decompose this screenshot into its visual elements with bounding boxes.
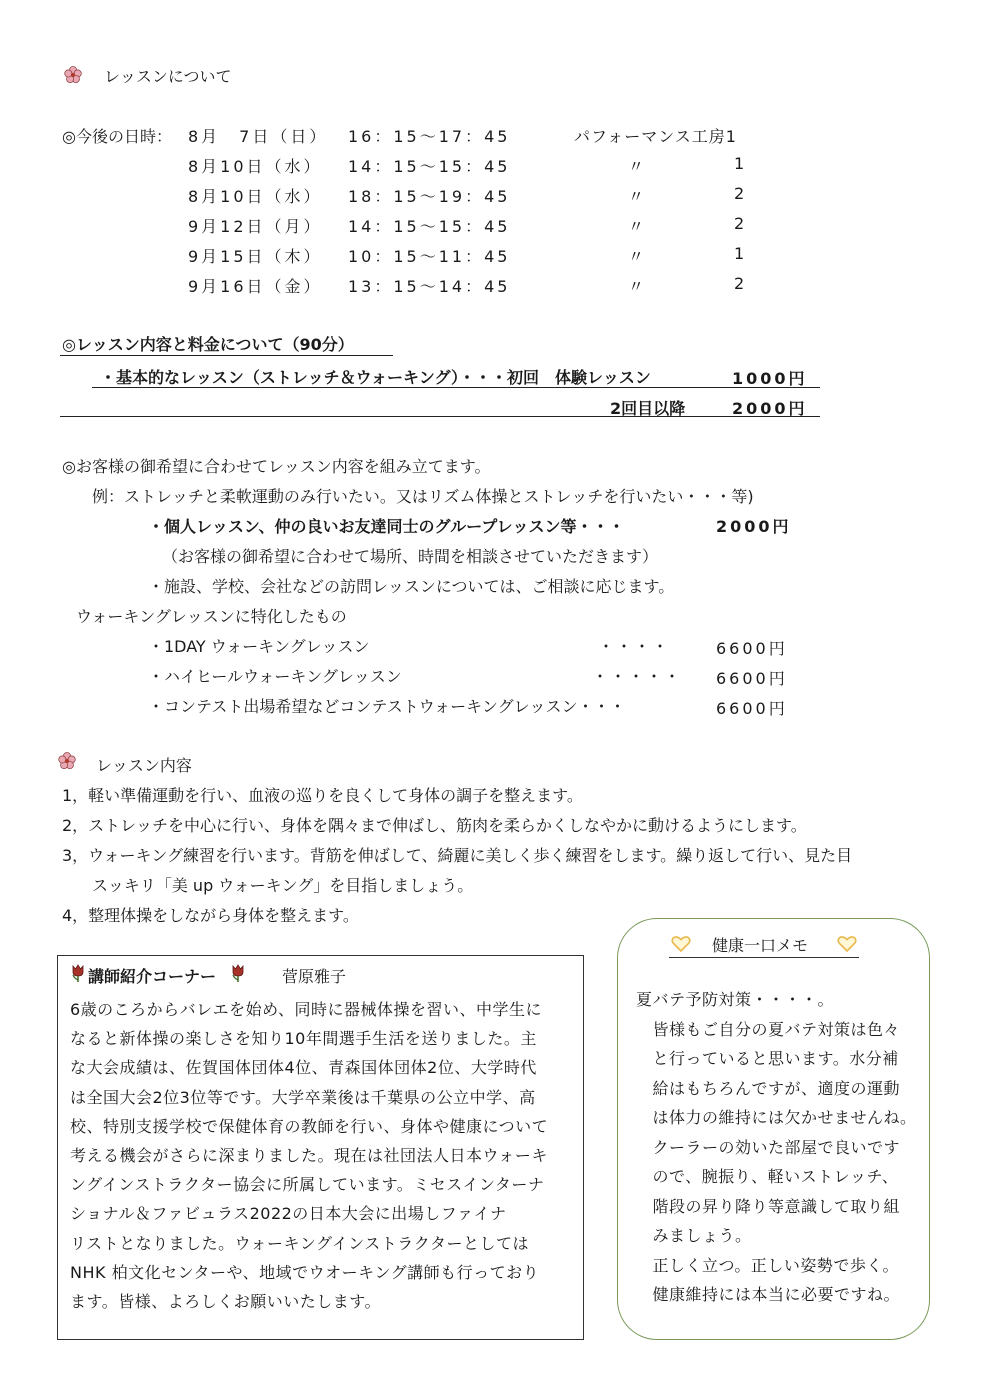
schedule-studio-number: 1 — [734, 154, 745, 173]
heart-icon — [671, 935, 691, 953]
bio-line: なると新体操の楽しさを知り10年間選手生活を送りました。主 — [70, 1029, 537, 1049]
walking-lesson-name: ・コンテスト出場希望などコンテストウォーキングレッスン・・・ — [148, 697, 626, 716]
walking-heading: ウォーキングレッスンに特化したもの — [76, 607, 347, 626]
memo-line: ので、腕振り、軽いストレッチ、 — [636, 1167, 899, 1186]
schedule-time: 14：15〜15：45 — [348, 157, 511, 176]
schedule-time: 14：15〜15：45 — [348, 217, 511, 236]
instructor-name: 菅原雅子 — [282, 967, 347, 986]
memo-line: 給はもちろんですが、適度の運動 — [636, 1078, 901, 1098]
fees-repeat-label: 2回目以降 — [610, 399, 686, 418]
schedule-time: 16：15〜17：45 — [348, 127, 511, 146]
instructor-bio — [70, 995, 575, 1316]
section-heading-about: レッスンについて — [104, 67, 232, 86]
schedule-place: 〃 — [628, 217, 645, 236]
fees-heading-underline — [60, 355, 393, 356]
schedule-time: 10：15〜11：45 — [348, 247, 511, 266]
schedule-place: 〃 — [628, 187, 645, 206]
instructor-corner-title: 講師紹介コーナー — [88, 967, 217, 986]
bio-line: 6歳のころからバレエを始め、同時に器械体操を習い、中学生に — [70, 1000, 543, 1019]
visit-lesson-line: ・施設、学校、会社などの訪問レッスンについては、ご相談に応じます。 — [148, 577, 675, 596]
memo-line: 夏バテ予防対策・・・・。 — [636, 990, 835, 1009]
content-item: 3，ウォーキング練習を行います。背筋を伸ばして、綺麗に美しく歩く練習をします。繰り返して行い、見た目 — [62, 846, 853, 865]
fees-basic-underline — [92, 387, 820, 388]
tulip-icon — [70, 963, 86, 983]
fees-basic-price: 1000円 — [732, 369, 808, 388]
memo-line: 健康維持には本当に必要ですね。 — [636, 1285, 901, 1304]
private-lesson-price: 2000円 — [716, 517, 792, 536]
schedule-label: ◎今後の日時： — [62, 127, 172, 146]
schedule-date: 9月15日（木） — [188, 247, 323, 266]
schedule-place: 〃 — [628, 157, 645, 176]
content-item: 4，整理体操をしながら身体を整えます。 — [62, 906, 359, 925]
schedule-date: 8月10日（水） — [188, 187, 323, 206]
custom-example: 例：ストレッチと柔軟運動のみ行いたい。又はリズム体操とストレッチを行いたい・・・等) — [92, 487, 754, 506]
schedule-date: 9月16日（金） — [188, 277, 323, 296]
memo-line: 皆様もご自分の夏バテ対策は色々 — [636, 1019, 901, 1039]
bio-line: リストとなりました。ウォーキングインストラクターとしては — [70, 1233, 529, 1253]
flower-icon — [58, 752, 76, 770]
section-heading-content: レッスン内容 — [96, 756, 192, 775]
health-memo-title: 健康一口メモ — [712, 936, 809, 955]
content-item: 2，ストレッチを中心に行い、身体を隅々まで伸ばし、筋肉を柔らかくしなやかに動けるようにします。 — [62, 816, 807, 835]
heart-icon — [837, 935, 857, 953]
schedule-date: 8月10日（水） — [188, 157, 323, 176]
bio-line: 考える機会がさらに深まりました。現在は社団法人日本ウォーキ — [70, 1146, 548, 1166]
memo-line: 階段の昇り降り等意識して取り組 — [636, 1196, 901, 1216]
walking-lesson-dots: ・・・・ — [598, 637, 671, 656]
fees-basic-line: ・基本的なレッスン（ストレッチ＆ウォーキング）・・・初回 体験レッスン — [100, 368, 651, 387]
memo-line: 正しく立つ。正しい姿勢で歩く。 — [636, 1255, 900, 1275]
walking-lesson-dots: ・・・・・ — [592, 667, 683, 686]
memo-line: クーラーの効いた部屋で良いです — [636, 1137, 901, 1157]
fees-repeat-price: 2000円 — [732, 399, 808, 418]
content-item-continued: スッキリ「美 up ウォーキング」を目指しましょう。 — [92, 876, 474, 895]
schedule-date: 9月12日（月） — [188, 217, 323, 236]
schedule-place: 〃 — [628, 247, 645, 266]
fees-heading: ◎レッスン内容と料金について（90分） — [62, 335, 354, 354]
health-memo-title-underline — [669, 957, 859, 958]
schedule-time: 18：15〜19：45 — [348, 187, 511, 206]
custom-intro: ◎お客様の御希望に合わせてレッスン内容を組み立てます。 — [62, 457, 491, 476]
memo-line: は体力の維持には欠かせませんね。 — [636, 1108, 917, 1127]
memo-line: と行っていると思います。水分補 — [636, 1049, 899, 1068]
schedule-studio-number: 1 — [734, 244, 745, 263]
fees-repeat-underline — [60, 416, 820, 417]
schedule-place: 〃 — [628, 277, 645, 296]
flower-icon — [64, 66, 82, 84]
bio-line: ます。皆様、よろしくお願いいたします。 — [70, 1292, 381, 1312]
content-item: 1，軽い準備運動を行い、血液の巡りを良くして身体の調子を整えます。 — [62, 786, 583, 805]
schedule-date: 8月 7日（日） — [188, 127, 329, 146]
walking-lesson-name: ・1DAY ウォーキングレッスン — [148, 637, 370, 656]
bio-line: ショナル＆ファビュラス2022の日本大会に出場しファイナ — [70, 1204, 507, 1224]
walking-lesson-price: 6600円 — [716, 669, 788, 688]
schedule-time: 13：15〜14：45 — [348, 277, 511, 296]
bio-line: な大会成績は、佐賀国体団体4位、青森国体団体2位、大学時代 — [70, 1058, 537, 1078]
memo-line: みましょう。 — [636, 1226, 752, 1245]
walking-lesson-price: 6600円 — [716, 699, 788, 718]
bio-line: NHK 柏文化センターや、地域でウオーキング講師も行っており — [70, 1262, 540, 1282]
private-lesson-line: ・個人レッスン、仲の良いお友達同士のグループレッスン等・・・ — [148, 517, 625, 536]
schedule-studio-number: 2 — [734, 214, 745, 233]
health-memo-text — [636, 985, 926, 1310]
bio-line: ングインストラクター協会に所属しています。ミセスインターナ — [70, 1175, 545, 1195]
private-lesson-note: （お客様の御希望に合わせて場所、時間を相談させていただきます） — [162, 547, 659, 566]
bio-line: は全国大会2位3位等です。大学卒業後は千葉県の公立中学、高 — [70, 1087, 536, 1107]
bio-line: 校、特別支援学校で保健体育の教師を行い、身体や健康について — [70, 1116, 549, 1136]
schedule-studio-number: 2 — [734, 184, 745, 203]
tulip-icon — [230, 963, 246, 983]
schedule-place: パフォーマンス工房1 — [574, 127, 737, 146]
walking-lesson-price: 6600円 — [716, 639, 788, 658]
walking-lesson-name: ・ハイヒールウォーキングレッスン — [148, 667, 402, 686]
schedule-studio-number: 2 — [734, 274, 745, 293]
